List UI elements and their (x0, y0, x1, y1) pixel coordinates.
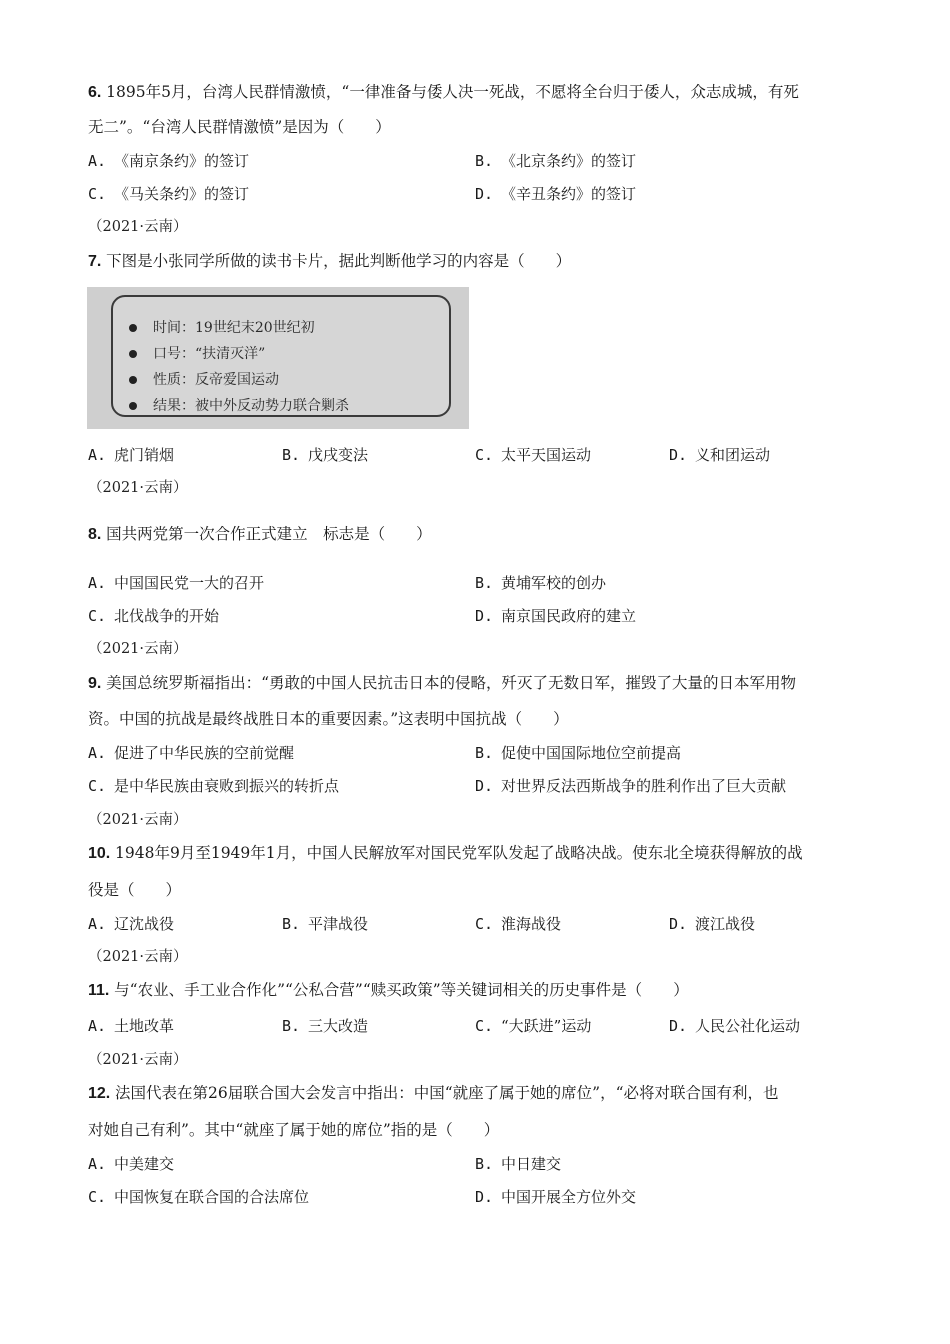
option-d[interactable] (669, 445, 770, 465)
question-stem-text: 法国代表在第26届联合国大会发言中指出：中国“就座了属于她的席位”，“必将对联合国有利，也 (115, 1084, 779, 1102)
option-letter: C. (88, 1188, 107, 1206)
option-letter: B. (475, 574, 494, 592)
option-b[interactable] (282, 1016, 368, 1036)
option-c[interactable] (88, 776, 339, 796)
bullet-icon (129, 402, 137, 410)
question-11-stem-line-1 (88, 980, 689, 1001)
option-letter: A. (88, 1017, 107, 1035)
option-letter: D. (475, 1188, 494, 1206)
question-stem-text: 对她自己有利”。其中“就座了属于她的席位”指的是（ ） (88, 1121, 500, 1139)
option-text: 中国开展全方位外交 (501, 1188, 637, 1206)
option-d[interactable] (475, 606, 636, 626)
bullet-icon (129, 324, 137, 332)
question-source: （2021·云南） (88, 949, 188, 965)
option-text: 《北京条约》的签订 (501, 152, 637, 170)
question-source: （2021·云南） (88, 812, 188, 828)
card-row-result (129, 395, 349, 415)
option-text: 中国恢复在联合国的合法席位 (114, 1188, 310, 1206)
option-d[interactable] (475, 776, 786, 796)
question-stem-text: 资。中国的抗战是最终战胜日本的重要因素。”这表明中国抗战（ ） (88, 710, 569, 728)
option-letter: C. (475, 446, 494, 464)
option-text: 中美建交 (114, 1155, 175, 1173)
option-text: 促使中国国际地位空前提高 (501, 744, 682, 762)
question-6-stem-line-1 (88, 82, 799, 103)
option-text: 促进了中华民族的空前觉醒 (114, 744, 295, 762)
option-a[interactable] (88, 151, 249, 171)
question-number: 7. (88, 253, 102, 270)
option-letter: B. (282, 915, 301, 933)
reading-card-image (87, 287, 469, 429)
option-letter: D. (475, 777, 494, 795)
option-text: 中日建交 (501, 1155, 562, 1173)
card-row-text: 口号：“扶清灭洋” (153, 346, 266, 362)
option-c[interactable] (88, 1187, 309, 1207)
option-text: 土地改革 (114, 1017, 175, 1035)
option-text: 戊戌变法 (308, 446, 369, 464)
option-text: 《南京条约》的签订 (114, 152, 250, 170)
option-a[interactable] (88, 445, 174, 465)
option-letter: B. (475, 152, 494, 170)
option-c[interactable] (88, 184, 249, 204)
question-stem-text: 1948年9月至1949年1月，中国人民解放军对国民党军队发起了战略决战。使东北全境获得解放的战 (115, 844, 803, 862)
question-12-stem-line-1 (88, 1083, 779, 1104)
option-text: 义和团运动 (695, 446, 771, 464)
option-letter: C. (475, 915, 494, 933)
option-text: “大跃进”运动 (501, 1017, 592, 1035)
option-letter: A. (88, 1155, 107, 1173)
option-text: 渡江战役 (695, 915, 756, 933)
card-row-text: 结果：被中外反动势力联合剿杀 (153, 398, 349, 414)
option-a[interactable] (88, 743, 294, 763)
option-text: 北伐战争的开始 (114, 607, 220, 625)
option-d[interactable] (669, 914, 755, 934)
question-stem-text: 与“农业、手工业合作化”“公私合营”“赎买政策”等关键词相关的历史事件是（ ） (114, 981, 689, 999)
option-d[interactable] (669, 1016, 800, 1036)
option-text: 人民公社化运动 (695, 1017, 801, 1035)
option-b[interactable] (282, 914, 368, 934)
option-letter: A. (88, 574, 107, 592)
option-c[interactable] (88, 606, 219, 626)
option-c[interactable] (475, 445, 591, 465)
option-text: 南京国民政府的建立 (501, 607, 637, 625)
question-source: （2021·云南） (88, 641, 188, 657)
option-b[interactable] (282, 445, 368, 465)
option-text: 虎门销烟 (114, 446, 175, 464)
option-letter: C. (475, 1017, 494, 1035)
reading-card-frame (111, 295, 451, 417)
option-text: 平津战役 (308, 915, 369, 933)
question-number: 10. (88, 845, 111, 862)
question-stem-text: 下图是小张同学所做的读书卡片，据此判断他学习的内容是（ ） (106, 252, 572, 270)
card-row-text: 性质：反帝爱国运动 (153, 372, 279, 388)
question-stem-text: 1895年5月，台湾人民群情激愤，“一律准备与倭人决一死战，不愿将全台归于倭人，众志成城，有死 (106, 83, 799, 101)
option-text: 对世界反法西斯战争的胜利作出了巨大贡献 (501, 777, 787, 795)
option-letter: D. (669, 1017, 688, 1035)
option-letter: A. (88, 744, 107, 762)
option-text: 三大改造 (308, 1017, 369, 1035)
option-letter: D. (475, 607, 494, 625)
option-letter: D. (669, 915, 688, 933)
option-text: 淮海战役 (501, 915, 562, 933)
option-letter: D. (475, 185, 494, 203)
option-letter: A. (88, 915, 107, 933)
option-letter: C. (88, 185, 107, 203)
question-number: 11. (88, 982, 110, 999)
option-b[interactable] (475, 743, 681, 763)
question-number: 8. (88, 526, 102, 543)
question-6-stem-line-2 (88, 117, 391, 137)
option-letter: C. (88, 607, 107, 625)
question-stem-text: 国共两党第一次合作正式建立 标志是（ ） (106, 525, 432, 543)
question-9-stem-line-1 (88, 673, 796, 694)
option-text: 辽沈战役 (114, 915, 175, 933)
question-number: 9. (88, 675, 102, 692)
option-a[interactable] (88, 573, 264, 593)
card-row-nature (129, 369, 279, 389)
question-number: 12. (88, 1085, 111, 1102)
question-10-stem-line-2 (88, 880, 181, 900)
option-c[interactable] (475, 914, 561, 934)
bullet-icon (129, 376, 137, 384)
option-letter: A. (88, 446, 107, 464)
question-source: （2021·云南） (88, 1052, 188, 1068)
bullet-icon (129, 350, 137, 358)
option-letter: B. (475, 1155, 494, 1173)
question-source: （2021·云南） (88, 480, 188, 496)
question-12-stem-line-2 (88, 1120, 499, 1140)
option-c[interactable] (475, 1016, 591, 1036)
card-row-time (129, 317, 315, 337)
option-b[interactable] (475, 573, 606, 593)
option-letter: C. (88, 777, 107, 795)
question-number: 6. (88, 84, 102, 101)
option-letter: B. (282, 1017, 301, 1035)
option-text: 太平天国运动 (501, 446, 592, 464)
option-a[interactable] (88, 1154, 174, 1174)
option-a[interactable] (88, 914, 174, 934)
question-9-stem-line-2 (88, 709, 569, 729)
card-row-slogan (129, 343, 265, 363)
question-stem-text: 无二”。“台湾人民群情激愤”是因为（ ） (88, 118, 391, 136)
option-b[interactable] (475, 151, 636, 171)
question-8-stem-line-1 (88, 524, 432, 545)
question-stem-text: 美国总统罗斯福指出：“勇敢的中国人民抗击日本的侵略，歼灭了无数日军，摧毁了大量的日本军用物 (106, 674, 797, 692)
option-d[interactable] (475, 1187, 636, 1207)
option-text: 是中华民族由衰败到振兴的转折点 (114, 777, 340, 795)
option-d[interactable] (475, 184, 636, 204)
option-text: 黄埔军校的创办 (501, 574, 607, 592)
question-source: （2021·云南） (88, 219, 188, 235)
option-text: 《辛丑条约》的签订 (501, 185, 637, 203)
question-stem-text: 役是（ ） (88, 881, 182, 899)
option-letter: A. (88, 152, 107, 170)
card-row-text: 时间：19世纪末20世纪初 (153, 320, 315, 336)
option-text: 《马关条约》的签订 (114, 185, 250, 203)
option-letter: D. (669, 446, 688, 464)
question-10-stem-line-1 (88, 843, 803, 864)
option-a[interactable] (88, 1016, 174, 1036)
question-7-stem-line-1 (88, 251, 571, 272)
option-text: 中国国民党一大的召开 (114, 574, 265, 592)
option-letter: B. (475, 744, 494, 762)
option-b[interactable] (475, 1154, 561, 1174)
option-letter: B. (282, 446, 301, 464)
